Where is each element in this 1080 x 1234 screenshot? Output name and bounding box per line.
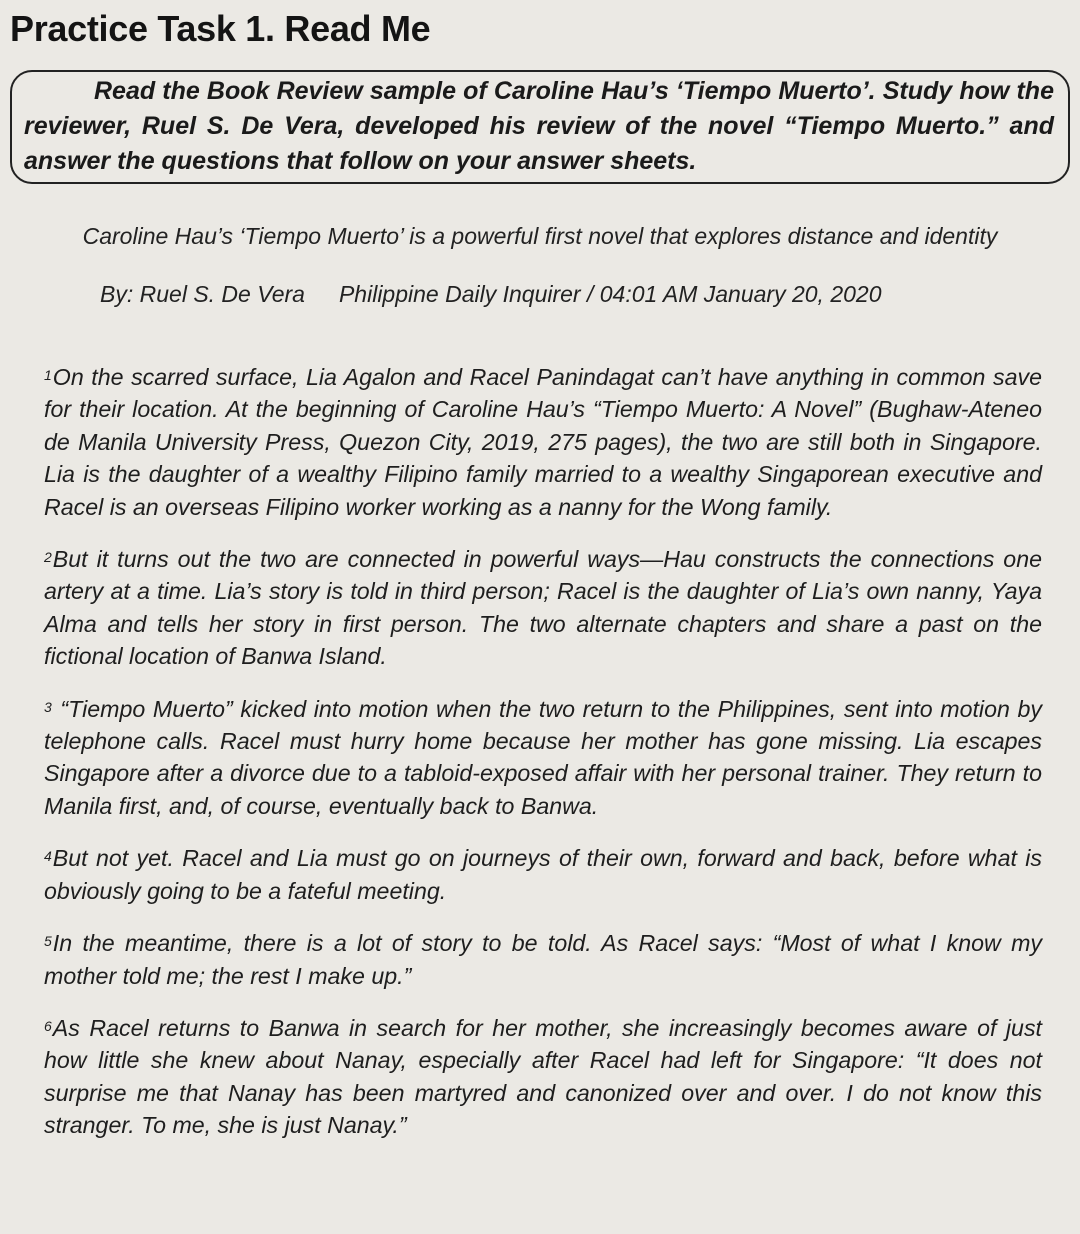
paragraph-text: As Racel returns to Banwa in search for her mother, she increasingly becomes aware of just how little she knew about Nanay, especially after Racel had left for Singapore: “It does not surprise me that Nanay has been martyred and canonized over and over. I do not know this stranger. To me, she is just Nanay.” [44, 1014, 1042, 1139]
paragraph-text: In the meantime, there is a lot of story to be told. As Racel says: “Most of what I know my mother told me; the rest I make up.” [44, 930, 1042, 989]
paragraph-number: 3 [44, 698, 52, 715]
paragraph-text: On the scarred surface, Lia Agalon and Racel Panindagat can’t have anything in common save for their location. At the beginning of Caroline Hau’s “Tiempo Muerto: A Novel” (Bughaw-Ateneo de Manila University Press, Quezon City, 2019, 275 pages), the two are still both in Singapore. Lia is the daughter of a wealthy Filipino family married to a wealthy Singaporean executive and Racel is an overseas Filipino worker working as a nanny for the Wong family. [44, 364, 1042, 520]
page-heading: Practice Task 1. Read Me [10, 8, 431, 49]
paragraph [44, 693, 1042, 823]
paragraph [44, 927, 1042, 992]
paragraph-number: 6 [44, 1017, 52, 1034]
instruction-box: Read the Book Review sample of Caroline Hau’s ‘Tiempo Muerto’. Study how the reviewer, Ruel S. De Vera, developed his review of the novel “Tiempo Muerto.” and answer the questions that follow on your answer sheets. [10, 70, 1070, 184]
article-body [44, 361, 1042, 1162]
paragraph [44, 1012, 1042, 1142]
article-title: Caroline Hau’s ‘Tiempo Muerto’ is a powerful first novel that explores distance and identity [82, 223, 998, 249]
paragraph-number: 2 [44, 549, 52, 566]
article-source: Philippine Daily Inquirer / 04:01 AM January 20, 2020 [338, 281, 882, 307]
paragraph [44, 543, 1042, 673]
article-byline [100, 281, 1000, 308]
paragraph [44, 842, 1042, 907]
article-author: By: Ruel S. De Vera [100, 281, 305, 307]
paragraph-number: 5 [44, 933, 52, 950]
paragraph-number: 1 [44, 367, 52, 383]
paragraph-text: But not yet. Racel and Lia must go on journeys of their own, forward and back, before what is obviously going to be a fateful meeting. [44, 845, 1042, 904]
paragraph [44, 361, 1042, 523]
paragraph-number: 4 [44, 848, 52, 865]
paragraph-text: “Tiempo Muerto” kicked into motion when the two return to the Philippines, sent into motion by telephone calls. Racel must hurry home because her mother has gone missing. Lia escapes Singapore after a divorce due to a tabloid-exposed affair with her personal trainer. They return to Manila first, and, of course, eventually back to Banwa. [44, 695, 1042, 819]
paragraph-text: But it turns out the two are connected in powerful ways—Hau constructs the connections one artery at a time. Lia’s story is told in third person; Racel is the daughter of Lia’s own nanny, Yaya Alma and tells her story in first person. The two alternate chapters and share a past on the fictional location of Banwa Island. [44, 546, 1042, 670]
